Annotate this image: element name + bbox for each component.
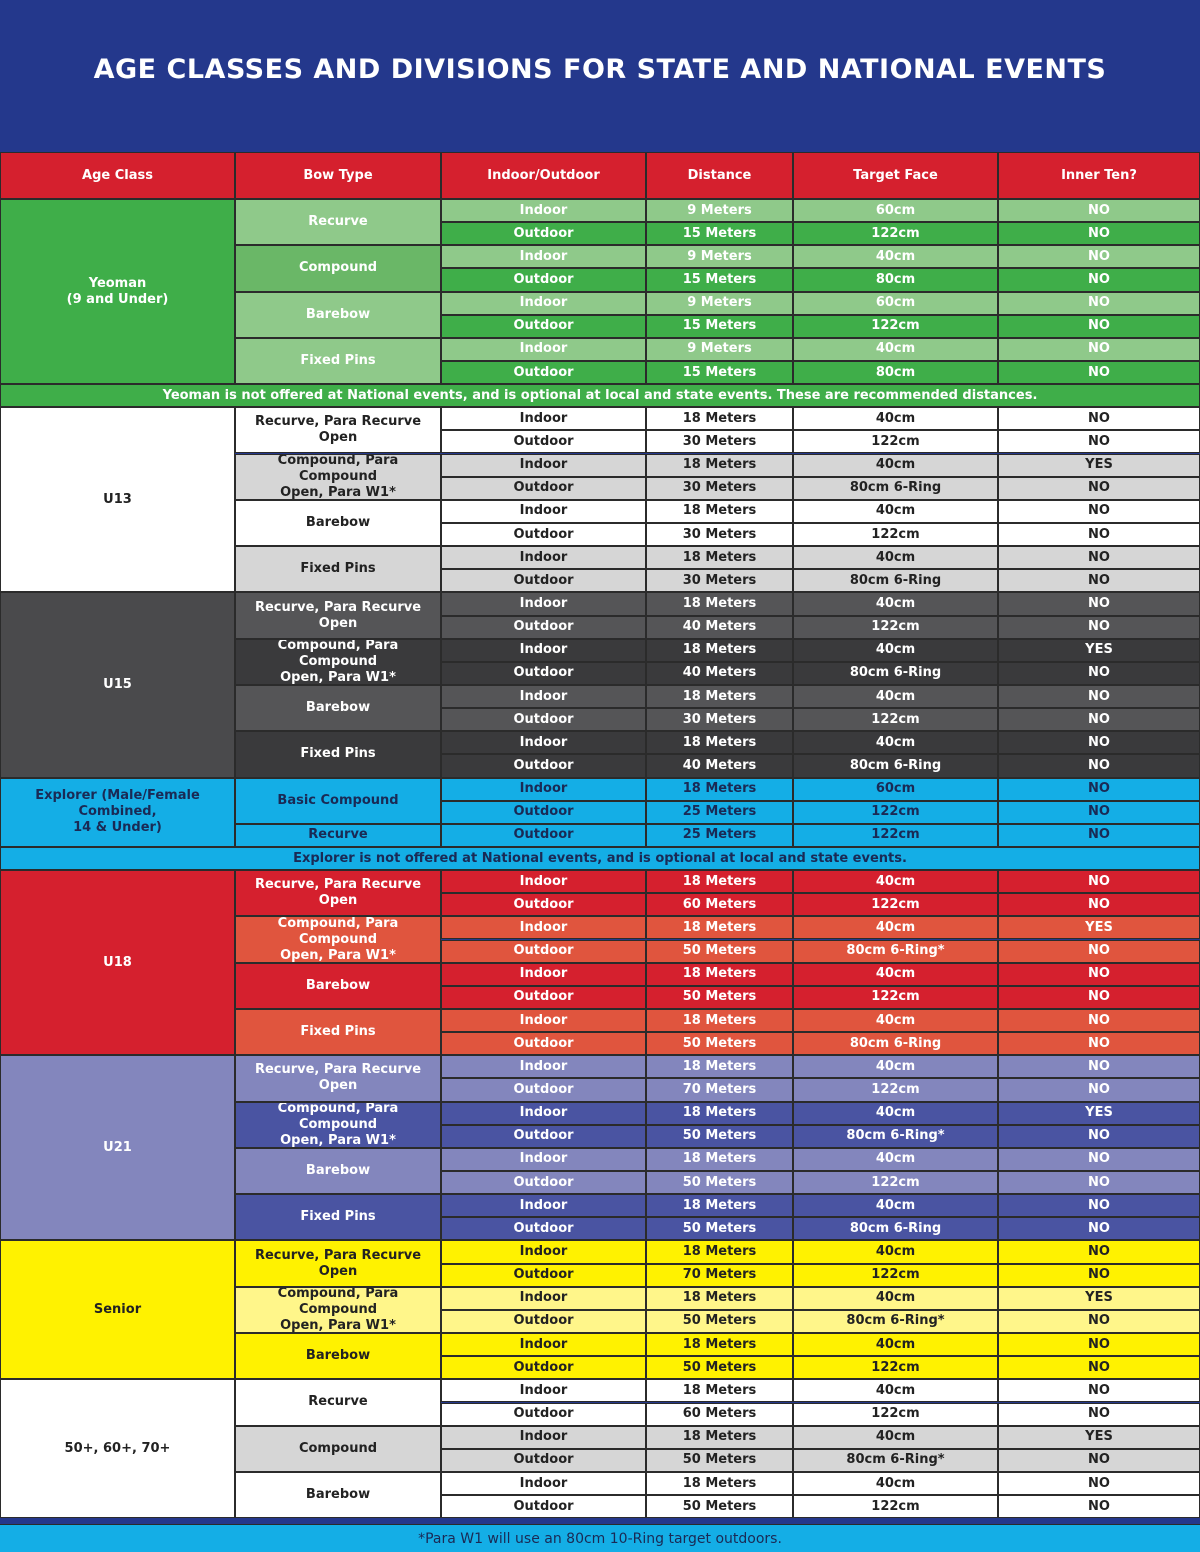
distance-cell: 18 Meters	[646, 1102, 793, 1125]
distance-cell: 15 Meters	[646, 222, 793, 245]
inner-ten-cell: NO	[998, 824, 1200, 847]
target-face-cell: 40cm	[793, 245, 998, 268]
bow-type-cell: Barebow	[235, 1333, 441, 1379]
header-indoor-outdoor: Indoor/Outdoor	[441, 152, 646, 199]
distance-cell: 40 Meters	[646, 662, 793, 685]
bow-type-cell: Fixed Pins	[235, 731, 441, 777]
title-band	[0, 0, 1200, 152]
target-face-cell: 40cm	[793, 1194, 998, 1217]
inner-ten-cell: NO	[998, 1194, 1200, 1217]
target-face-cell: 40cm	[793, 916, 998, 939]
indoor-outdoor-cell: Outdoor	[441, 616, 646, 639]
inner-ten-cell: NO	[998, 1403, 1200, 1426]
target-face-cell: 80cm 6-Ring	[793, 569, 998, 592]
indoor-outdoor-cell: Outdoor	[441, 1032, 646, 1055]
target-face-cell: 40cm	[793, 454, 998, 477]
bow-type-cell: Fixed Pins	[235, 1194, 441, 1240]
distance-cell: 60 Meters	[646, 1403, 793, 1426]
indoor-outdoor-cell: Indoor	[441, 1194, 646, 1217]
distance-cell: 50 Meters	[646, 1125, 793, 1148]
distance-cell: 25 Meters	[646, 801, 793, 824]
inner-ten-cell: NO	[998, 731, 1200, 754]
distance-cell: 50 Meters	[646, 1495, 793, 1518]
distance-cell: 40 Meters	[646, 754, 793, 777]
target-face-cell: 40cm	[793, 639, 998, 662]
target-face-cell: 80cm 6-Ring	[793, 477, 998, 500]
target-face-cell: 80cm	[793, 361, 998, 384]
distance-cell: 15 Meters	[646, 315, 793, 338]
indoor-outdoor-cell: Outdoor	[441, 1264, 646, 1287]
target-face-cell: 122cm	[793, 315, 998, 338]
distance-cell: 9 Meters	[646, 292, 793, 315]
target-face-cell: 40cm	[793, 592, 998, 615]
target-face-cell: 40cm	[793, 407, 998, 430]
age-class-cell: U18	[0, 870, 235, 1055]
footnote: *Para W1 will use an 80cm 10-Ring target outdoors.	[0, 1524, 1200, 1552]
bow-type-cell: Barebow	[235, 685, 441, 731]
distance-cell: 18 Meters	[646, 1426, 793, 1449]
target-face-cell: 40cm	[793, 1472, 998, 1495]
distance-cell: 40 Meters	[646, 616, 793, 639]
inner-ten-cell: NO	[998, 963, 1200, 986]
group-note: Yeoman is not offered at National events, and is optional at local and state events. These are recommended distances.	[0, 384, 1200, 407]
target-face-cell: 80cm 6-Ring	[793, 1032, 998, 1055]
inner-ten-cell: YES	[998, 639, 1200, 662]
distance-cell: 50 Meters	[646, 1310, 793, 1333]
indoor-outdoor-cell: Indoor	[441, 1287, 646, 1310]
distance-cell: 18 Meters	[646, 916, 793, 939]
distance-cell: 18 Meters	[646, 407, 793, 430]
target-face-cell: 60cm	[793, 778, 998, 801]
distance-cell: 9 Meters	[646, 338, 793, 361]
indoor-outdoor-cell: Indoor	[441, 1379, 646, 1402]
inner-ten-cell: NO	[998, 523, 1200, 546]
distance-cell: 18 Meters	[646, 870, 793, 893]
indoor-outdoor-cell: Outdoor	[441, 1217, 646, 1240]
indoor-outdoor-cell: Outdoor	[441, 893, 646, 916]
indoor-outdoor-cell: Outdoor	[441, 1449, 646, 1472]
target-face-cell: 60cm	[793, 292, 998, 315]
target-face-cell: 122cm	[793, 986, 998, 1009]
indoor-outdoor-cell: Indoor	[441, 963, 646, 986]
header-target-face: Target Face	[793, 152, 998, 199]
distance-cell: 9 Meters	[646, 199, 793, 222]
age-class-cell: U13	[0, 407, 235, 592]
inner-ten-cell: NO	[998, 1171, 1200, 1194]
bow-type-cell: Recurve	[235, 1379, 441, 1425]
inner-ten-cell: NO	[998, 986, 1200, 1009]
bow-type-cell: Barebow	[235, 292, 441, 338]
inner-ten-cell: NO	[998, 708, 1200, 731]
inner-ten-cell: NO	[998, 1379, 1200, 1402]
distance-cell: 70 Meters	[646, 1078, 793, 1101]
indoor-outdoor-cell: Indoor	[441, 292, 646, 315]
target-face-cell: 80cm 6-Ring	[793, 754, 998, 777]
distance-cell: 50 Meters	[646, 1032, 793, 1055]
age-class-cell: Senior	[0, 1240, 235, 1379]
target-face-cell: 122cm	[793, 1078, 998, 1101]
distance-cell: 18 Meters	[646, 731, 793, 754]
distance-cell: 50 Meters	[646, 940, 793, 963]
inner-ten-cell: YES	[998, 454, 1200, 477]
indoor-outdoor-cell: Indoor	[441, 916, 646, 939]
header-age-class: Age Class	[0, 152, 235, 199]
inner-ten-cell: YES	[998, 1426, 1200, 1449]
inner-ten-cell: NO	[998, 245, 1200, 268]
distance-cell: 18 Meters	[646, 1148, 793, 1171]
inner-ten-cell: NO	[998, 1240, 1200, 1263]
target-face-cell: 122cm	[793, 523, 998, 546]
distance-cell: 18 Meters	[646, 500, 793, 523]
bow-type-cell: Recurve, Para Recurve Open	[235, 1055, 441, 1101]
inner-ten-cell: NO	[998, 199, 1200, 222]
target-face-cell: 40cm	[793, 1287, 998, 1310]
target-face-cell: 40cm	[793, 1333, 998, 1356]
indoor-outdoor-cell: Outdoor	[441, 1078, 646, 1101]
distance-cell: 30 Meters	[646, 708, 793, 731]
bow-type-cell: Recurve	[235, 199, 441, 245]
target-face-cell: 122cm	[793, 1495, 998, 1518]
page-title: AGE CLASSES AND DIVISIONS FOR STATE AND NATIONAL EVENTS	[93, 54, 1107, 85]
distance-cell: 60 Meters	[646, 893, 793, 916]
indoor-outdoor-cell: Indoor	[441, 1102, 646, 1125]
indoor-outdoor-cell: Outdoor	[441, 1310, 646, 1333]
indoor-outdoor-cell: Indoor	[441, 546, 646, 569]
inner-ten-cell: YES	[998, 1287, 1200, 1310]
inner-ten-cell: NO	[998, 754, 1200, 777]
target-face-cell: 80cm 6-Ring	[793, 662, 998, 685]
distance-cell: 18 Meters	[646, 639, 793, 662]
distance-cell: 18 Meters	[646, 454, 793, 477]
indoor-outdoor-cell: Indoor	[441, 500, 646, 523]
distance-cell: 18 Meters	[646, 1009, 793, 1032]
inner-ten-cell: NO	[998, 315, 1200, 338]
indoor-outdoor-cell: Indoor	[441, 639, 646, 662]
inner-ten-cell: NO	[998, 1055, 1200, 1078]
indoor-outdoor-cell: Indoor	[441, 1333, 646, 1356]
distance-cell: 50 Meters	[646, 1171, 793, 1194]
header-distance: Distance	[646, 152, 793, 199]
inner-ten-cell: NO	[998, 407, 1200, 430]
distance-cell: 50 Meters	[646, 1217, 793, 1240]
bow-type-cell: Recurve, Para Recurve Open	[235, 592, 441, 638]
inner-ten-cell: NO	[998, 338, 1200, 361]
distance-cell: 30 Meters	[646, 523, 793, 546]
inner-ten-cell: NO	[998, 477, 1200, 500]
indoor-outdoor-cell: Indoor	[441, 1148, 646, 1171]
target-face-cell: 40cm	[793, 1102, 998, 1125]
indoor-outdoor-cell: Indoor	[441, 1055, 646, 1078]
indoor-outdoor-cell: Outdoor	[441, 523, 646, 546]
inner-ten-cell: NO	[998, 1264, 1200, 1287]
age-class-cell: Yeoman (9 and Under)	[0, 199, 235, 384]
distance-cell: 30 Meters	[646, 430, 793, 453]
inner-ten-cell: NO	[998, 778, 1200, 801]
distance-cell: 18 Meters	[646, 592, 793, 615]
target-face-cell: 40cm	[793, 1426, 998, 1449]
indoor-outdoor-cell: Outdoor	[441, 1125, 646, 1148]
inner-ten-cell: NO	[998, 430, 1200, 453]
distance-cell: 18 Meters	[646, 1472, 793, 1495]
indoor-outdoor-cell: Outdoor	[441, 222, 646, 245]
target-face-cell: 122cm	[793, 1171, 998, 1194]
bow-type-cell: Barebow	[235, 500, 441, 546]
inner-ten-cell: YES	[998, 1102, 1200, 1125]
distance-cell: 18 Meters	[646, 778, 793, 801]
indoor-outdoor-cell: Outdoor	[441, 754, 646, 777]
indoor-outdoor-cell: Indoor	[441, 592, 646, 615]
indoor-outdoor-cell: Outdoor	[441, 361, 646, 384]
bow-type-cell: Fixed Pins	[235, 338, 441, 384]
inner-ten-cell: NO	[998, 500, 1200, 523]
bow-type-cell: Barebow	[235, 963, 441, 1009]
target-face-cell: 122cm	[793, 893, 998, 916]
inner-ten-cell: NO	[998, 1078, 1200, 1101]
target-face-cell: 122cm	[793, 430, 998, 453]
indoor-outdoor-cell: Outdoor	[441, 569, 646, 592]
target-face-cell: 40cm	[793, 963, 998, 986]
indoor-outdoor-cell: Outdoor	[441, 940, 646, 963]
inner-ten-cell: NO	[998, 569, 1200, 592]
indoor-outdoor-cell: Outdoor	[441, 1403, 646, 1426]
bow-type-cell: Recurve	[235, 824, 441, 847]
target-face-cell: 40cm	[793, 500, 998, 523]
target-face-cell: 40cm	[793, 1009, 998, 1032]
target-face-cell: 60cm	[793, 199, 998, 222]
target-face-cell: 40cm	[793, 338, 998, 361]
inner-ten-cell: NO	[998, 870, 1200, 893]
bow-type-cell: Compound, Para Compound Open, Para W1*	[235, 1102, 441, 1148]
age-class-cell: U15	[0, 592, 235, 777]
inner-ten-cell: NO	[998, 1217, 1200, 1240]
inner-ten-cell: NO	[998, 1310, 1200, 1333]
distance-cell: 50 Meters	[646, 1356, 793, 1379]
target-face-cell: 80cm 6-Ring*	[793, 1125, 998, 1148]
header-inner-ten: Inner Ten?	[998, 152, 1200, 199]
target-face-cell: 40cm	[793, 1148, 998, 1171]
inner-ten-cell: NO	[998, 662, 1200, 685]
indoor-outdoor-cell: Indoor	[441, 1240, 646, 1263]
indoor-outdoor-cell: Outdoor	[441, 1171, 646, 1194]
inner-ten-cell: NO	[998, 592, 1200, 615]
inner-ten-cell: NO	[998, 1333, 1200, 1356]
distance-cell: 30 Meters	[646, 569, 793, 592]
bow-type-cell: Compound, Para Compound Open, Para W1*	[235, 639, 441, 685]
bow-type-cell: Compound, Para Compound Open, Para W1*	[235, 454, 441, 500]
inner-ten-cell: NO	[998, 268, 1200, 291]
target-face-cell: 122cm	[793, 1403, 998, 1426]
target-face-cell: 40cm	[793, 870, 998, 893]
indoor-outdoor-cell: Outdoor	[441, 315, 646, 338]
bow-type-cell: Compound	[235, 1426, 441, 1472]
distance-cell: 18 Meters	[646, 963, 793, 986]
target-face-cell: 122cm	[793, 222, 998, 245]
target-face-cell: 80cm 6-Ring*	[793, 1310, 998, 1333]
indoor-outdoor-cell: Outdoor	[441, 824, 646, 847]
indoor-outdoor-cell: Indoor	[441, 685, 646, 708]
bow-type-cell: Barebow	[235, 1472, 441, 1518]
distance-cell: 18 Meters	[646, 685, 793, 708]
inner-ten-cell: NO	[998, 546, 1200, 569]
indoor-outdoor-cell: Indoor	[441, 199, 646, 222]
age-class-cell: Explorer (Male/Female Combined, 14 & Under)	[0, 778, 235, 847]
age-class-cell: U21	[0, 1055, 235, 1240]
group-note: Explorer is not offered at National events, and is optional at local and state events.	[0, 847, 1200, 870]
bow-type-cell: Basic Compound	[235, 778, 441, 824]
target-face-cell: 40cm	[793, 731, 998, 754]
inner-ten-cell: NO	[998, 616, 1200, 639]
target-face-cell: 40cm	[793, 1055, 998, 1078]
inner-ten-cell: NO	[998, 1125, 1200, 1148]
distance-cell: 18 Meters	[646, 1240, 793, 1263]
distance-cell: 18 Meters	[646, 1379, 793, 1402]
distance-cell: 50 Meters	[646, 1449, 793, 1472]
bow-type-cell: Compound, Para Compound Open, Para W1*	[235, 916, 441, 962]
inner-ten-cell: NO	[998, 1472, 1200, 1495]
indoor-outdoor-cell: Outdoor	[441, 662, 646, 685]
inner-ten-cell: NO	[998, 801, 1200, 824]
target-face-cell: 122cm	[793, 708, 998, 731]
target-face-cell: 40cm	[793, 685, 998, 708]
target-face-cell: 122cm	[793, 801, 998, 824]
inner-ten-cell: NO	[998, 222, 1200, 245]
indoor-outdoor-cell: Outdoor	[441, 801, 646, 824]
indoor-outdoor-cell: Outdoor	[441, 477, 646, 500]
distance-cell: 18 Meters	[646, 1287, 793, 1310]
header-bow-type: Bow Type	[235, 152, 441, 199]
distance-cell: 9 Meters	[646, 245, 793, 268]
indoor-outdoor-cell: Outdoor	[441, 1356, 646, 1379]
bow-type-cell: Barebow	[235, 1148, 441, 1194]
inner-ten-cell: NO	[998, 1449, 1200, 1472]
target-face-cell: 80cm 6-Ring*	[793, 1449, 998, 1472]
inner-ten-cell: NO	[998, 1495, 1200, 1518]
distance-cell: 18 Meters	[646, 546, 793, 569]
target-face-cell: 122cm	[793, 824, 998, 847]
indoor-outdoor-cell: Indoor	[441, 778, 646, 801]
bow-type-cell: Compound	[235, 245, 441, 291]
distance-cell: 18 Meters	[646, 1055, 793, 1078]
inner-ten-cell: NO	[998, 893, 1200, 916]
inner-ten-cell: NO	[998, 940, 1200, 963]
target-face-cell: 122cm	[793, 1356, 998, 1379]
distance-cell: 15 Meters	[646, 268, 793, 291]
bow-type-cell: Compound, Para Compound Open, Para W1*	[235, 1287, 441, 1333]
target-face-cell: 40cm	[793, 546, 998, 569]
inner-ten-cell: NO	[998, 1148, 1200, 1171]
distance-cell: 25 Meters	[646, 824, 793, 847]
bow-type-cell: Recurve, Para Recurve Open	[235, 1240, 441, 1286]
bow-type-cell: Recurve, Para Recurve Open	[235, 870, 441, 916]
indoor-outdoor-cell: Indoor	[441, 1009, 646, 1032]
age-class-cell: 50+, 60+, 70+	[0, 1379, 235, 1518]
indoor-outdoor-cell: Indoor	[441, 454, 646, 477]
indoor-outdoor-cell: Indoor	[441, 870, 646, 893]
target-face-cell: 80cm 6-Ring	[793, 1217, 998, 1240]
indoor-outdoor-cell: Indoor	[441, 731, 646, 754]
divisions-table	[0, 152, 1200, 1552]
target-face-cell: 40cm	[793, 1379, 998, 1402]
target-face-cell: 80cm 6-Ring*	[793, 940, 998, 963]
distance-cell: 15 Meters	[646, 361, 793, 384]
indoor-outdoor-cell: Outdoor	[441, 1495, 646, 1518]
inner-ten-cell: NO	[998, 292, 1200, 315]
indoor-outdoor-cell: Indoor	[441, 1426, 646, 1449]
distance-cell: 50 Meters	[646, 986, 793, 1009]
inner-ten-cell: NO	[998, 361, 1200, 384]
target-face-cell: 80cm	[793, 268, 998, 291]
indoor-outdoor-cell: Outdoor	[441, 986, 646, 1009]
indoor-outdoor-cell: Indoor	[441, 245, 646, 268]
indoor-outdoor-cell: Outdoor	[441, 268, 646, 291]
distance-cell: 18 Meters	[646, 1194, 793, 1217]
inner-ten-cell: NO	[998, 1032, 1200, 1055]
indoor-outdoor-cell: Outdoor	[441, 708, 646, 731]
indoor-outdoor-cell: Indoor	[441, 1472, 646, 1495]
bow-type-cell: Fixed Pins	[235, 1009, 441, 1055]
inner-ten-cell: NO	[998, 685, 1200, 708]
indoor-outdoor-cell: Indoor	[441, 407, 646, 430]
distance-cell: 30 Meters	[646, 477, 793, 500]
inner-ten-cell: NO	[998, 1356, 1200, 1379]
indoor-outdoor-cell: Outdoor	[441, 430, 646, 453]
bow-type-cell: Fixed Pins	[235, 546, 441, 592]
indoor-outdoor-cell: Indoor	[441, 338, 646, 361]
distance-cell: 70 Meters	[646, 1264, 793, 1287]
bow-type-cell: Recurve, Para Recurve Open	[235, 407, 441, 453]
target-face-cell: 122cm	[793, 616, 998, 639]
inner-ten-cell: NO	[998, 1009, 1200, 1032]
target-face-cell: 40cm	[793, 1240, 998, 1263]
inner-ten-cell: YES	[998, 916, 1200, 939]
target-face-cell: 122cm	[793, 1264, 998, 1287]
distance-cell: 18 Meters	[646, 1333, 793, 1356]
